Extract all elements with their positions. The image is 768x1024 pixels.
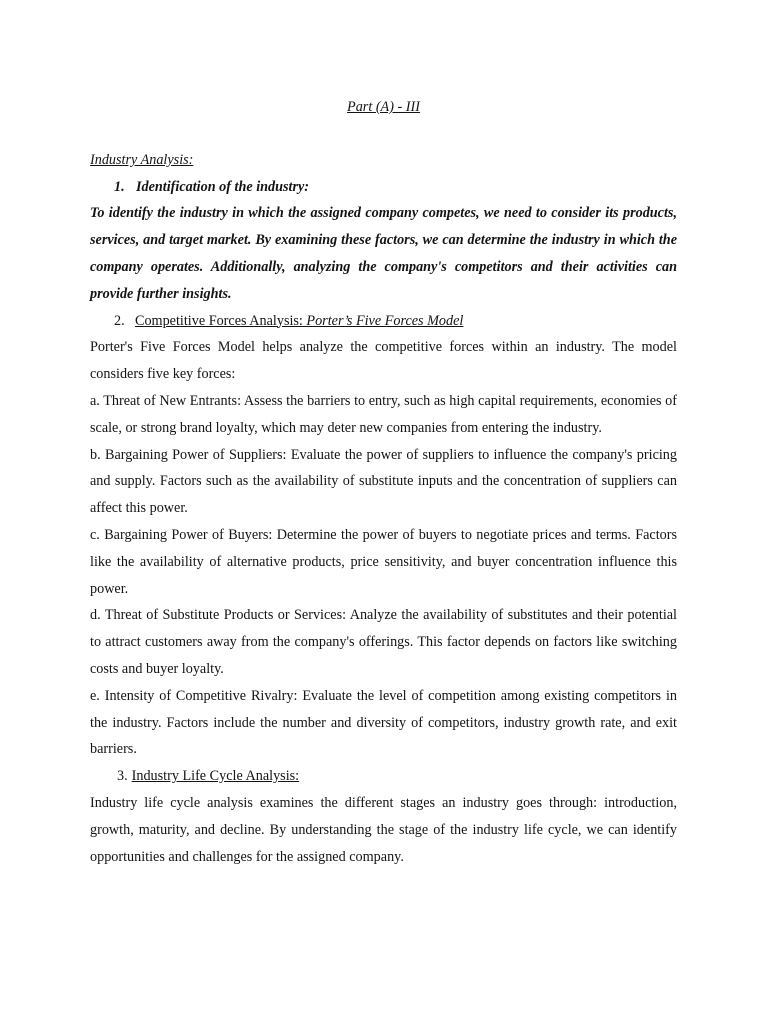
item-2-intro: Porter's Five Forces Model helps analyze the competitive forces within an industry. The model considers five key forces: — [90, 339, 677, 383]
force-c: c. Bargaining Power of Buyers: Determine the power of buyers to negotiate prices and terms. Factors like the availability of alternative products, price sensitivity, and buyer concentration influence this power. — [90, 526, 677, 597]
item-1-number: 1. — [114, 178, 125, 195]
force-d: d. Threat of Substitute Products or Services: Analyze the availability of substitutes and their potential to attract customers away from the company's offerings. This factor depends on factors like switching costs and buyer loyalty. — [90, 607, 677, 677]
section-heading: Industry Analysis: — [90, 151, 194, 168]
force-e: e. Intensity of Competitive Rivalry: Evaluate the level of competition among existing competitors in the industry. Factors include the number and diversity of competitors, industry growth rate, and exit barriers. — [90, 687, 677, 758]
item-2-number: 2. — [114, 312, 125, 329]
item-1-title: Identification of the industry: — [136, 178, 310, 195]
item-3-title: Industry Life Cycle Analysis: — [131, 768, 300, 785]
part-title: Part (A) - III — [347, 99, 420, 115]
item-2-heading — [90, 308, 677, 335]
item-2-subtitle: Porter’s Five Forces Model — [306, 312, 464, 329]
item-2-title: Competitive Forces Analysis: — [135, 312, 303, 329]
item-3-body: Industry life cycle analysis examines the different stages an industry goes through: introduction, growth, maturity, and decline. By understanding the stage of the industry life cycle, we can identify opportunities and challenges for the assigned company. — [90, 794, 677, 865]
force-b: b. Bargaining Power of Suppliers: Evaluate the power of suppliers to influence the company's pricing and supply. Factors such as the availability of substitute inputs and the concentration of suppliers can affect this power. — [90, 446, 677, 517]
item-1-heading — [90, 174, 677, 201]
item-3-number: 3. — [117, 768, 128, 785]
item-1-body: To identify the industry in which the assigned company competes, we need to consider its products, services, and target market. By examining these factors, we can determine the industry in which the company operates. Additionally, analyzing the company's competitors and their activities can provide further insights. — [90, 205, 677, 302]
force-a: a. Threat of New Entrants: Assess the barriers to entry, such as high capital requirements, economies of scale, or strong brand loyalty, which may deter new companies from entering the industry. — [90, 392, 677, 436]
document-page — [90, 94, 677, 870]
item-3-heading — [90, 763, 677, 790]
